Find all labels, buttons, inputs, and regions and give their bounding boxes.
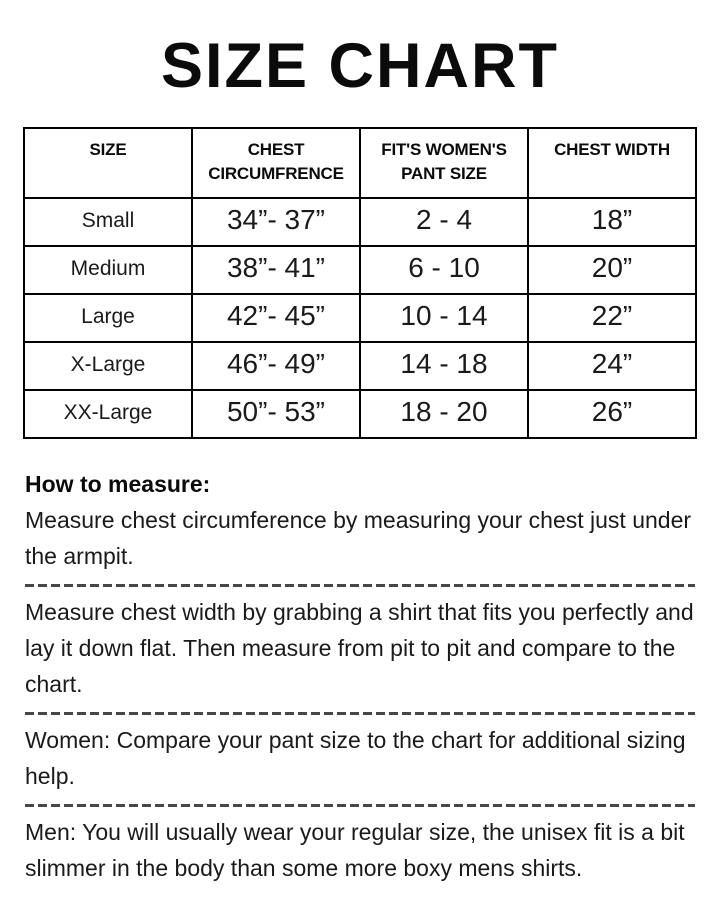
note-chest-width: Measure chest width by grabbing a shirt that fits you perfectly and lay it down flat. Then measure from pit to pit and compare to the chart. <box>25 599 694 698</box>
how-to-measure-heading: How to measure: <box>25 471 211 498</box>
table-row-medium <box>24 246 696 294</box>
dashed-divider <box>25 712 695 715</box>
pant-size-value: 10 - 14 <box>360 294 528 342</box>
size-table-header <box>24 128 696 198</box>
size-label: XX-Large <box>24 390 192 438</box>
note-men-sizing: Men: You will usually wear your regular size, the unisex fit is a bit slimmer in the body than some more boxy mens shirts. <box>25 819 685 882</box>
col-header-size: SIZE <box>24 128 192 198</box>
chest-width-value: 18” <box>528 198 696 246</box>
measuring-instructions <box>25 466 695 886</box>
chest-circumference-value: 38”- 41” <box>192 246 360 294</box>
dashed-divider <box>25 804 695 807</box>
pant-size-value: 6 - 10 <box>360 246 528 294</box>
table-row-small <box>24 198 696 246</box>
dashed-divider <box>25 584 695 587</box>
pant-size-value: 14 - 18 <box>360 342 528 390</box>
table-row-xx-large <box>24 390 696 438</box>
chest-circumference-value: 46”- 49” <box>192 342 360 390</box>
table-row-large <box>24 294 696 342</box>
size-label: Small <box>24 198 192 246</box>
chest-circumference-value: 50”- 53” <box>192 390 360 438</box>
size-label: X-Large <box>24 342 192 390</box>
chest-width-value: 26” <box>528 390 696 438</box>
note-women-sizing: Women: Compare your pant size to the chart for additional sizing help. <box>25 727 686 790</box>
size-label: Large <box>24 294 192 342</box>
page-title: SIZE CHART <box>161 31 559 101</box>
table-row-x-large <box>24 342 696 390</box>
chest-width-value: 20” <box>528 246 696 294</box>
pant-size-value: 2 - 4 <box>360 198 528 246</box>
pant-size-value: 18 - 20 <box>360 390 528 438</box>
chest-circumference-value: 42”- 45” <box>192 294 360 342</box>
note-chest-circumference: Measure chest circumference by measuring your chest just under the armpit. <box>25 507 692 570</box>
chest-width-value: 24” <box>528 342 696 390</box>
size-table-body <box>24 198 696 438</box>
chest-width-value: 22” <box>528 294 696 342</box>
col-header-womens-pant-size: FIT'S WOMEN'S PANT SIZE <box>360 128 528 198</box>
size-table <box>23 127 697 439</box>
header-row <box>24 128 696 198</box>
size-label: Medium <box>24 246 192 294</box>
col-header-chest-circumference: CHEST CIRCUMFRENCE <box>192 128 360 198</box>
col-header-chest-width: CHEST WIDTH <box>528 128 696 198</box>
chest-circumference-value: 34”- 37” <box>192 198 360 246</box>
